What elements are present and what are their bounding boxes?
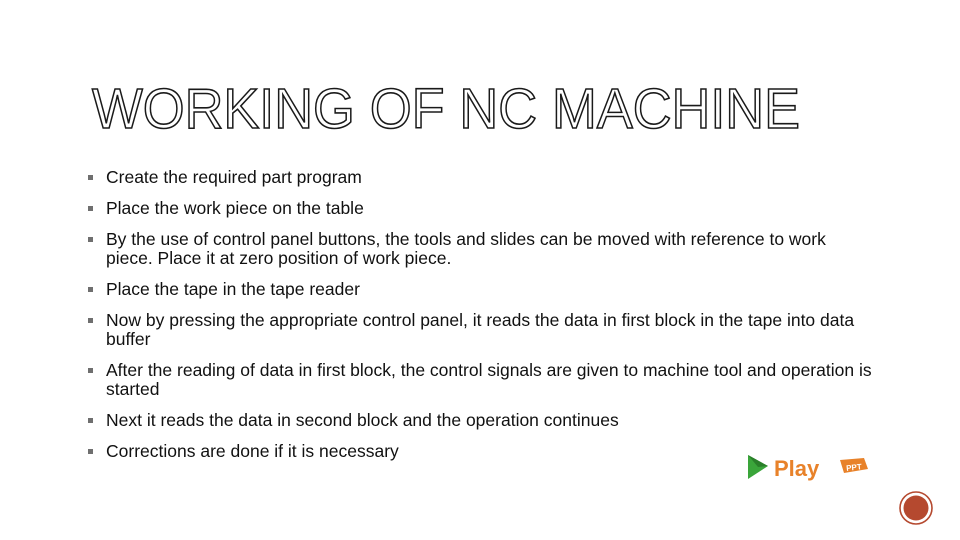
bullet-text: After the reading of data in first block, the control signals are given to machine tool and operation is started <box>106 360 872 399</box>
bullet-text: Place the tape in the tape reader <box>106 279 360 299</box>
page-number-badge <box>898 490 934 526</box>
ppt-badge-icon <box>840 458 868 473</box>
square-bullet-icon <box>88 418 93 423</box>
square-bullet-icon <box>88 237 93 242</box>
bullet-text: Corrections are done if it is necessary <box>106 441 399 461</box>
bullet-item <box>86 361 876 399</box>
play-logo-text: Play <box>774 456 820 481</box>
slide-title <box>92 76 852 141</box>
square-bullet-icon <box>88 368 93 373</box>
bullet-text: Next it reads the data in second block and the operation continues <box>106 410 619 430</box>
bullet-item <box>86 168 876 187</box>
slide-title-outline <box>92 76 852 141</box>
bullet-item <box>86 311 876 349</box>
square-bullet-icon <box>88 318 93 323</box>
bullet-text: Now by pressing the appropriate control panel, it reads the data in first block in the tape into data buffer <box>106 310 855 349</box>
square-bullet-icon <box>88 449 93 454</box>
page-number-badge-icon <box>898 490 934 526</box>
bullet-item <box>86 199 876 218</box>
square-bullet-icon <box>88 175 93 180</box>
bullet-list <box>86 168 876 473</box>
square-bullet-icon <box>88 206 93 211</box>
square-bullet-icon <box>88 287 93 292</box>
slide-title-text: WORKING OF NC MACHINE <box>92 77 800 141</box>
bullet-item <box>86 230 876 268</box>
play-ppt-logo[interactable] <box>746 451 872 485</box>
bullet-item <box>86 411 876 430</box>
bullet-text: By the use of control panel buttons, the tools and slides can be moved with reference to work piece. Place it at zero position of work piece. <box>106 229 826 268</box>
ppt-badge-text: PPT <box>845 462 863 473</box>
bullet-item <box>86 280 876 299</box>
bullet-text: Place the work piece on the table <box>106 198 364 218</box>
bullet-text: Create the required part program <box>106 167 362 187</box>
